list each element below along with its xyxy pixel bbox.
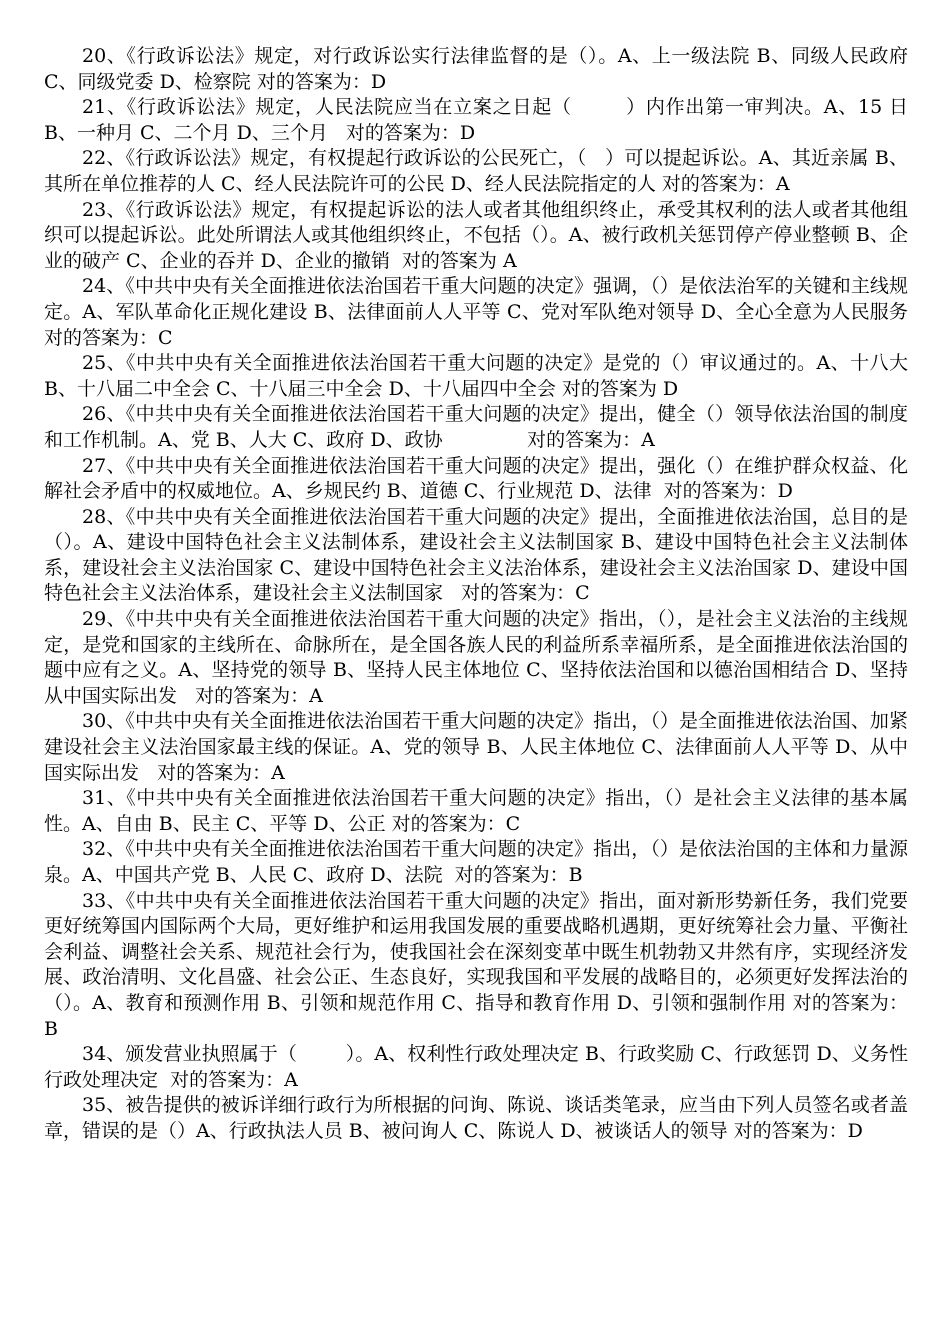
question-25: 25、《中共中央有关全面推进依法治国若干重大问题的决定》是党的（）审议通过的。A、十八大 B、十八届二中全会 C、十八届三中全会 D、十八届四中全会 对的答案为 D (44, 352, 915, 400)
question-33: 33、《中共中央有关全面推进依法治国若干重大问题的决定》指出，面对新形势新任务，我们党要更好统筹国内国际两个大局，更好维护和运用我国发展的重要战略机遇期，更好统筹社会力量、平衡社会利益、调整社会关系、规范社会行为，使我国社会在深刻变革中既生机勃勃又井然有序，实现经济发展、政治清明、文化昌盛、社会公正、生态良好，实现我国和平发展的战略目的，必须更好发挥法治的（）。A、教育和预测作用 B、引领和规范作用 C、指导和教育作用 D、引领和强制作用 对的答案为：B (44, 889, 908, 1040)
question-31: 31、《中共中央有关全面推进依法治国若干重大问题的决定》指出，（）是社会主义法律的基本属性。A、自由 B、民主 C、平等 D、公正 对的答案为：C (44, 787, 908, 835)
question-26: 26、《中共中央有关全面推进依法治国若干重大问题的决定》提出，健全（）领导依法治国的制度和工作机制。A、党 B、人大 C、政府 D、政协 对的答案为：A (44, 403, 908, 451)
document-page (44, 44, 927, 1145)
question-34: 34、颁发营业执照属于（ ）。A、权利性行政处理决定 B、行政奖励 C、行政惩罚 D、义务性行政处理决定 对的答案为：A (44, 1043, 908, 1091)
question-22: 22、《行政诉讼法》规定，有权提起行政诉讼的公民死亡，（ ）可以提起诉讼。A、其近亲属 B、其所在单位推荐的人 C、经人民法院许可的公民 D、经人民法院指定的人 对的答案为：A (44, 147, 908, 195)
question-20: 20、《行政诉讼法》规定，对行政诉讼实行法律监督的是（）。A、上一级法院 B、同级人民政府 C、同级党委 D、检察院 对的答案为：D (44, 45, 915, 93)
question-27: 27、《中共中央有关全面推进依法治国若干重大问题的决定》提出，强化（）在维护群众权益、化解社会矛盾中的权威地位。A、乡规民约 B、道德 C、行业规范 D、法律 对的答案为：D (44, 454, 908, 503)
question-24: 24、《中共中央有关全面推进依法治国若干重大问题的决定》强调，（）是依法治军的关键和主线规定。A、军队革命化正规化建设 B、法律面前人人平等 C、党对军队绝对领导 D、全心全意为人民服务 对的答案为：C (44, 275, 927, 349)
question-28: 28、《中共中央有关全面推进依法治国若干重大问题的决定》提出，全面推进依法治国，总目的是（）。A、建设中国特色社会主义法制体系，建设社会主义法制国家 B、建设中国特色社会主义法制体系，建设社会主义法治国家 C、建设中国特色社会主义法治体系，建设社会主义法治国家 D、建设中国特色社会主义法治体系，建设社会主义法制国家 对的答案为：C (44, 505, 908, 605)
question-29: 29、《中共中央有关全面推进依法治国若干重大问题的决定》指出，（），是社会主义法治的主线规定，是党和国家的主线所在、命脉所在，是全国各族人民的利益所系幸福所系，是全面推进依法治国的题中应有之义。A、坚持党的领导 B、坚持人民主体地位 C、坚持依法治国和以德治国相结合 D、坚持从中国实际出发 对的答案为：A (44, 608, 908, 707)
question-35: 35、被告提供的被诉详细行政行为所根据的问询、陈说、谈话类笔录，应当由下列人员签名或者盖章，错误的是（）A、行政执法人员 B、被问询人 C、陈说人 D、被谈话人的领导 对的答案为：D (44, 1094, 908, 1142)
question-30: 30、《中共中央有关全面推进依法治国若干重大问题的决定》指出，（）是全面推进依法治国、加紧建设社会主义法治国家最主线的保证。A、党的领导 B、人民主体地位 C、法律面前人人平等 D、从中国实际出发 对的答案为：A (44, 710, 908, 784)
question-21: 21、《行政诉讼法》规定，人民法院应当在立案之日起（ ）内作出第一审判决。A、15 日 B、一种月 C、二个月 D、三个月 对的答案为：D (44, 96, 915, 144)
question-32: 32、《中共中央有关全面推进依法治国若干重大问题的决定》指出，（）是依法治国的主体和力量源泉。A、中国共产党 B、人民 C、政府 D、法院 对的答案为：B (44, 838, 908, 886)
question-23: 23、《行政诉讼法》规定，有权提起诉讼的法人或者其他组织终止，承受其权利的法人或者其他组织可以提起诉讼。此处所谓法人或其他组织终止，不包括（）。A、被行政机关惩罚停产停业整顿 B、企业的破产 C、企业的吞并 D、企业的撤销 对的答案为 A (44, 198, 908, 272)
